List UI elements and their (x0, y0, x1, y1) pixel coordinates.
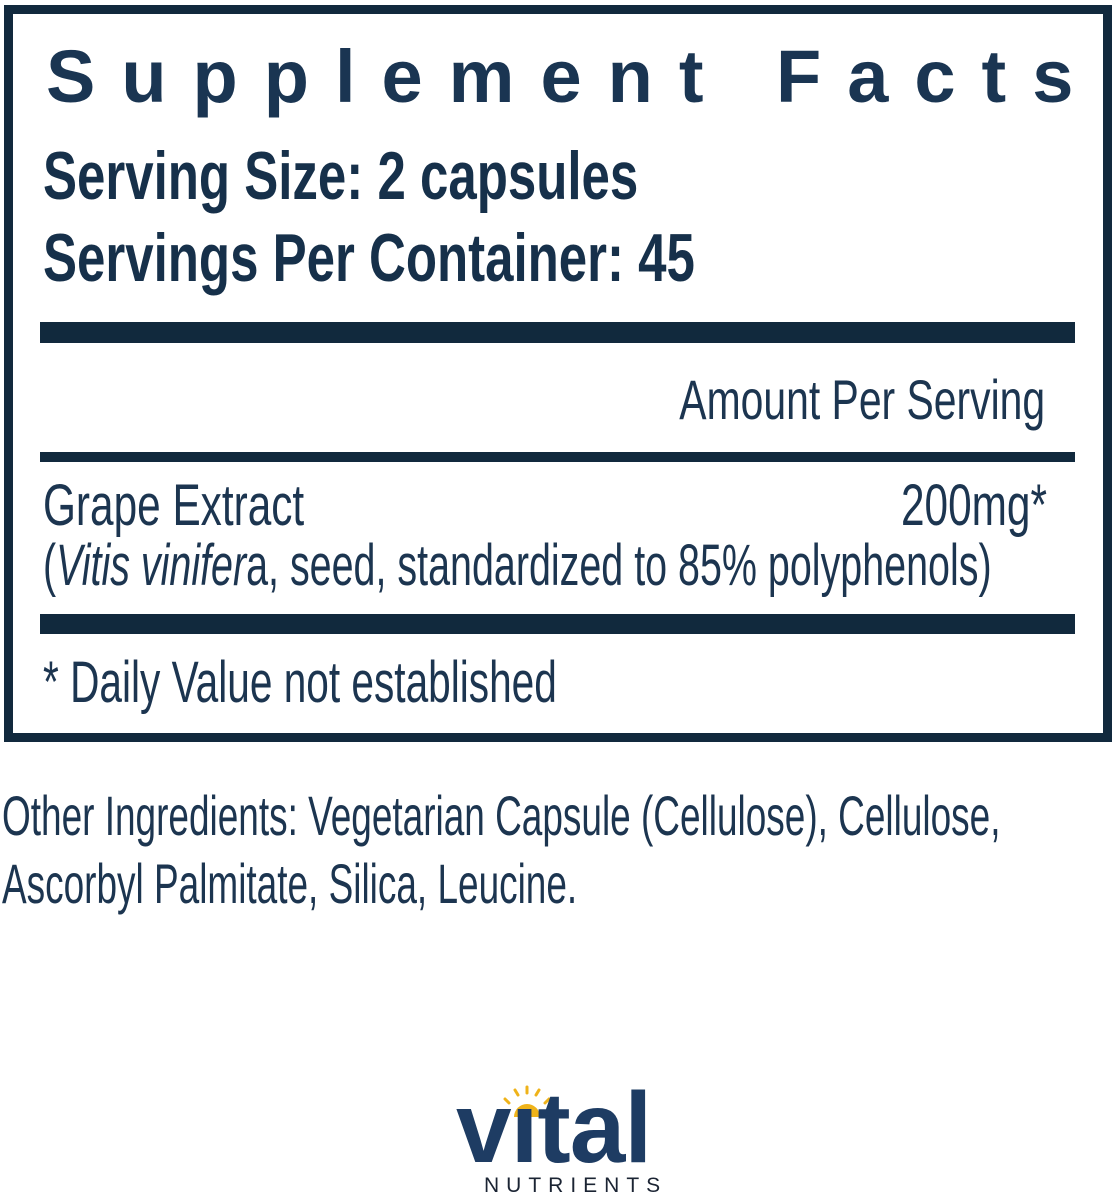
amount-per-serving-header (544, 368, 1045, 431)
divider-bar-thin (40, 452, 1075, 462)
brand-subname: NUTRIENTS (484, 1174, 668, 1197)
divider-bar-thick-top (40, 322, 1075, 343)
ingredient-detail (43, 533, 1117, 598)
brand-name (456, 1072, 652, 1184)
panel-title: Supplement Facts (46, 35, 1100, 118)
daily-value-footnote (43, 650, 777, 715)
brand-pre: v (456, 1072, 511, 1184)
brand-i-dotless: ı (510, 1072, 538, 1184)
divider-bar-thick-bottom (40, 614, 1075, 634)
detail-rest: a, seed, standardized to 85% polyphenols) (246, 533, 992, 598)
servings-per-container-text: Servings Per Container: 45 (43, 220, 695, 296)
ingredient-name: Grape Extract (43, 473, 305, 538)
other-ingredients-line: Ascorbyl Palmitate, Silica, Leucine. (2, 852, 578, 915)
brand-post: tal (537, 1072, 652, 1184)
other-ingredients-line: Other Ingredients: Vegetarian Capsule (Cellulose), Cellulose, (2, 784, 1001, 847)
servings-per-container-line (43, 220, 912, 296)
amount-per-serving-text: Amount Per Serving (679, 368, 1045, 431)
serving-size-line (43, 138, 837, 214)
supplement-facts-panel (4, 5, 1112, 742)
ingredient-detail-text (43, 533, 992, 598)
daily-value-footnote-text: * Daily Value not established (43, 650, 557, 715)
detail-prefix: ( (43, 533, 57, 598)
latin-name: Vitis vinifer (56, 533, 247, 598)
other-ingredients (2, 782, 1117, 918)
serving-size-text: Serving Size: 2 capsules (43, 138, 639, 214)
ingredient-row (43, 473, 1047, 538)
ingredient-amount: 200mg* (901, 473, 1047, 538)
